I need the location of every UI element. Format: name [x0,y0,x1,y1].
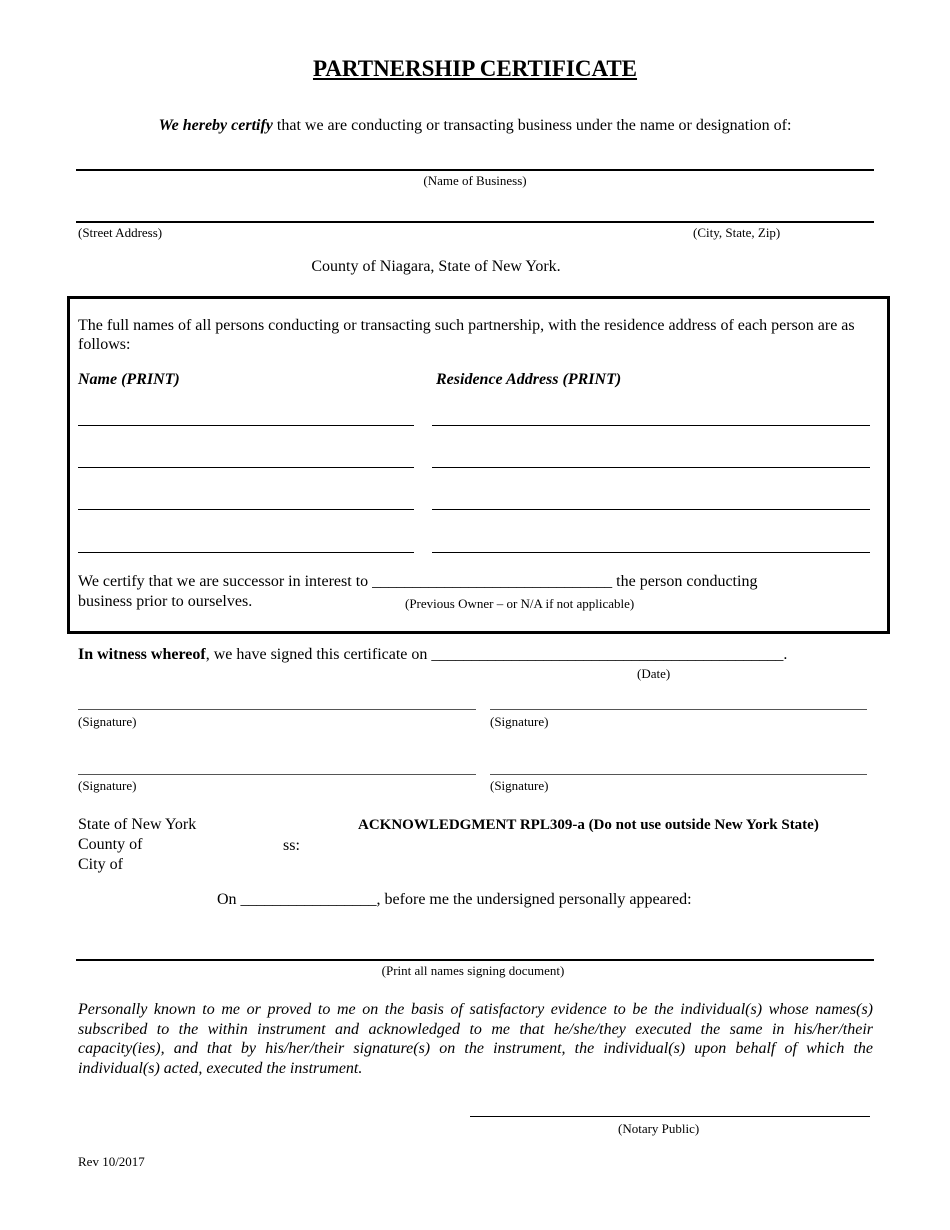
street-address-label: (Street Address) [78,225,163,240]
business-name-line[interactable] [76,169,874,171]
print-names-label: (Print all names signing document) [381,963,565,978]
notary-line[interactable] [470,1116,870,1117]
signature-label-2: (Signature) [490,714,549,729]
acknowledgment-text: Personally known to me or proved to me on the basis of satisfactory evidence to be the individual(s) whose names(s) subscribed to the within instrument and acknowledged to me that he/she/they executed the same in his/her/their capacity(ies), and that by his/her/their signature(s) on the instrument, the individual(s) upon behalf of which the individual(s) acted, executed the instrument. [78,1001,873,1077]
witness-line [78,646,787,664]
partner-address-line-1[interactable] [432,425,870,426]
partner-name-line-4[interactable] [78,552,414,553]
ss-label: ss: [283,837,300,854]
name-header: Name (PRINT) [78,371,180,388]
partner-address-line-2[interactable] [432,467,870,468]
print-names-line[interactable] [76,959,874,961]
business-name-label: (Name of Business) [423,173,527,188]
partner-name-line-3[interactable] [78,509,414,510]
certify-bold: We hereby certify [158,117,273,134]
signature-line-3[interactable] [78,774,476,775]
signature-label-1: (Signature) [78,714,137,729]
partners-intro: The full names of all persons conducting or transacting such partnership, with the residence address of each person are as follows: [78,317,855,353]
state-label: State of New York [78,816,197,833]
address-line[interactable] [76,221,874,223]
city-state-zip-label: (City, State, Zip) [693,225,781,240]
signature-line-1[interactable] [78,709,476,710]
partner-name-line-1[interactable] [78,425,414,426]
witness-rest: , we have signed this certificate on ____________________________________________. [205,646,788,663]
previous-owner-label: (Previous Owner – or N/A if not applicable) [405,596,635,611]
signature-label-4: (Signature) [490,778,549,793]
partner-address-line-3[interactable] [432,509,870,510]
successor-line-1: We certify that we are successor in interest to ______________________________ the person conducting [78,573,758,590]
partner-name-line-2[interactable] [78,467,414,468]
successor-line-2: business prior to ourselves. [78,593,253,610]
certify-rest: that we are conducting or transacting business under the name or designation of: [272,117,792,134]
page-title: PARTNERSHIP CERTIFICATE [312,56,638,81]
signature-line-2[interactable] [490,709,867,710]
partner-address-line-4[interactable] [432,552,870,553]
county-line: County of Niagara, State of New York. [311,258,561,275]
notary-label: (Notary Public) [618,1121,700,1136]
acknowledgment-title: ACKNOWLEDGMENT RPL309-a (Do not use outside New York State) [358,817,819,833]
county-label: County of [78,836,143,853]
address-header: Residence Address (PRINT) [436,371,622,388]
city-label: City of [78,856,123,873]
witness-bold: In witness whereof [78,646,206,663]
certify-statement [0,117,950,135]
revision-label: Rev 10/2017 [78,1154,145,1169]
on-date-line: On _________________, before me the undersigned personally appeared: [217,891,692,908]
signature-label-3: (Signature) [78,778,137,793]
date-label: (Date) [637,666,671,681]
signature-line-4[interactable] [490,774,867,775]
